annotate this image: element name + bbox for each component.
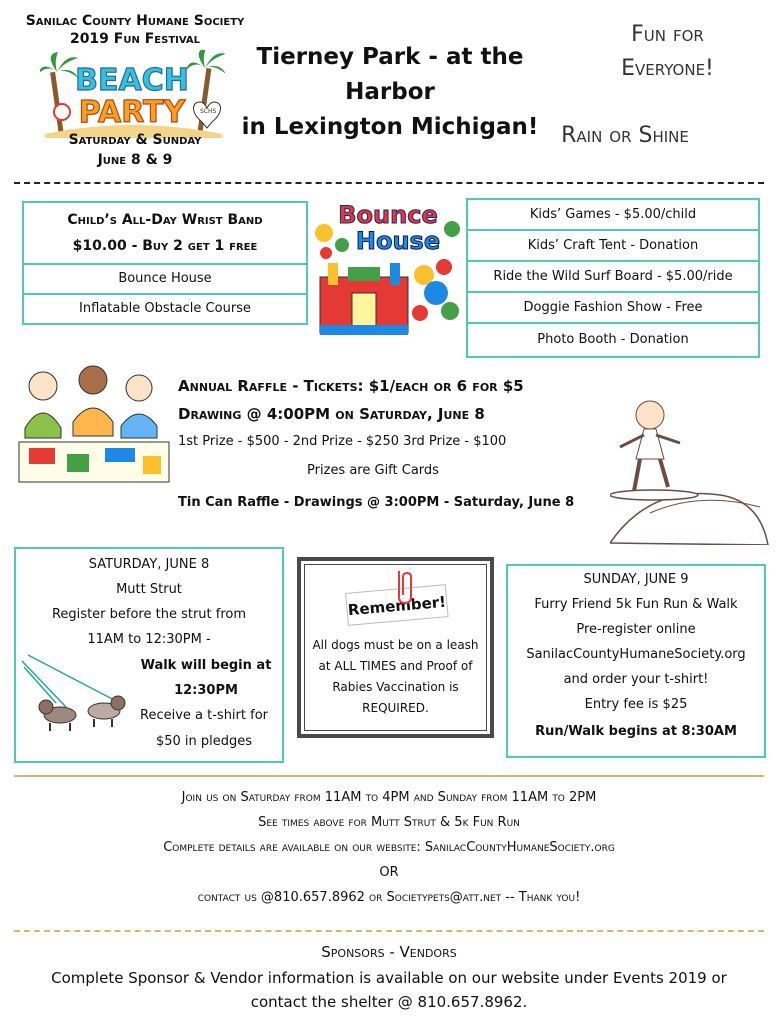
register-text-1: Register before the strut from — [51, 607, 247, 622]
bounce-house-icon — [320, 263, 408, 335]
kids-activities-table — [466, 198, 760, 358]
bounce-house-graphic — [312, 193, 464, 341]
festival-text: 2019 Fun Festival — [69, 31, 201, 47]
info-line-3: Complete details are available on our website: SanilacCountyHumaneSociety.org — [163, 840, 615, 855]
sponsors-title: Sponsors - Vendors — [321, 943, 457, 961]
org-name-text: Sanilac County Humane Society — [25, 13, 245, 29]
remember-box — [297, 557, 494, 738]
remember-line-4: REQUIRED. — [362, 701, 429, 715]
remember-note — [339, 567, 455, 629]
palm-tree-icon — [40, 52, 78, 134]
dog-icon — [39, 700, 76, 731]
venue-heading — [230, 40, 550, 145]
remember-line-1: All dogs must be on a leash — [312, 638, 479, 652]
badge-text: SCHS — [200, 108, 217, 115]
dates-text: June 8 & 9 — [97, 152, 173, 168]
venue-line-1: Tierney Park - at the Harbor — [256, 44, 524, 105]
mutt-strut-title: Mutt Strut — [116, 582, 182, 597]
info-divider — [14, 775, 764, 777]
tshirt-text-2: $50 in pledges — [155, 734, 253, 749]
info-line-4: OR — [379, 865, 399, 880]
run-begins-text: Run/Walk begins at 8:30AM — [535, 724, 737, 739]
walk-time-text: 12:30PM — [174, 683, 238, 698]
fun-run-title: Furry Friend 5k Fun Run & Walk — [534, 597, 738, 612]
walk-begin-text: Walk will begin at — [140, 658, 272, 673]
sponsors-divider — [14, 930, 764, 932]
saturday-date: SATURDAY, JUNE 8 — [88, 557, 210, 572]
remember-label: Remember! — [347, 592, 447, 620]
raffle-tickets: Annual Raffle - Tickets: $1/each or 6 for $5 — [178, 377, 524, 395]
venue-line-2: in Lexington Michigan! — [241, 114, 539, 140]
raffle-section — [178, 372, 618, 520]
wristband-header — [24, 203, 306, 265]
kids-crafting-illustration — [15, 358, 173, 494]
wristband-price: $10.00 - Buy 2 get 1 free — [72, 238, 258, 254]
wristband-title: Child’s All-Day Wrist Band — [67, 212, 263, 228]
raffle-gift-cards: Prizes are Gift Cards — [307, 463, 439, 478]
wristband-table — [22, 201, 308, 325]
fun-for-everyone — [585, 18, 750, 86]
sponsors-line-1: Complete Sponsor & Vendor information is available on our website under Events 2019 or — [51, 969, 727, 987]
beach-party-logo — [40, 50, 225, 138]
raffle-prizes: 1st Prize - $500 - 2nd Prize - $250 3rd Prize - $100 — [178, 434, 507, 449]
schs-heart-badge — [194, 102, 221, 128]
fun-line-1: Fun for — [631, 22, 704, 47]
surfer-illustration — [610, 395, 770, 545]
sunday-box — [506, 564, 766, 758]
remember-line-3: Rabies Vaccination is — [332, 680, 459, 694]
sponsors-body — [14, 966, 764, 1014]
info-line-5: contact us @810.657.8962 or Societypets@att.net -- Thank you! — [197, 890, 581, 905]
dog-icon — [88, 696, 125, 727]
remember-line-2: at ALL TIMES and Proof of — [318, 659, 473, 673]
walking-dogs-illustration — [20, 653, 128, 733]
days-text: Saturday & Sunday — [68, 132, 202, 148]
header-divider — [14, 182, 764, 184]
info-section — [14, 785, 764, 910]
raffle-drawing: Drawing @ 4:00PM on Saturday, June 8 — [178, 405, 485, 423]
bounce-logo-line-2: House — [355, 227, 441, 255]
fun-line-2: Everyone! — [621, 56, 714, 81]
logo-party-text: PARTY — [78, 95, 186, 130]
organization-name — [20, 12, 250, 48]
tshirt-text-1: Receive a t-shirt for — [140, 708, 268, 723]
wristband-item: Inflatable Obstacle Course — [79, 301, 251, 316]
bounce-logo-line-1: Bounce — [338, 201, 438, 229]
activity-row: Doggie Fashion Show - Free — [468, 293, 758, 324]
entry-fee-text: Entry fee is $25 — [584, 697, 688, 712]
activity-row: Kids’ Craft Tent - Donation — [468, 231, 758, 262]
tin-can-raffle: Tin Can Raffle - Drawings @ 3:00PM - Saturday, June 8 — [178, 495, 575, 510]
wristband-item: Bounce House — [24, 265, 306, 295]
remember-text — [301, 635, 490, 719]
sponsors-line-2: contact the shelter @ 810.657.8962. — [250, 993, 528, 1011]
activity-row: Ride the Wild Surf Board - $5.00/ride — [468, 262, 758, 293]
order-tshirt-text: and order your t-shirt! — [563, 672, 709, 687]
info-line-2: See times above for Mutt Strut & 5k Fun Run — [258, 815, 520, 830]
website-text: SanilacCountyHumaneSociety.org — [526, 647, 746, 662]
beach-ball-icon — [54, 104, 70, 120]
preregister-text: Pre-register online — [576, 622, 696, 637]
logo-beach-text: BEACH — [75, 63, 189, 98]
activity-row: Photo Booth - Donation — [537, 332, 689, 347]
activity-row: Kids’ Games - $5.00/child — [468, 200, 758, 231]
register-text-2: 11AM to 12:30PM - — [87, 632, 211, 647]
rain-or-shine: Rain or Shine — [561, 123, 689, 148]
sunday-date: SUNDAY, JUNE 9 — [583, 572, 689, 587]
info-line-1: Join us on Saturday from 11AM to 4PM and Sunday from 11AM to 2PM — [181, 790, 597, 805]
festival-dates — [20, 130, 250, 170]
